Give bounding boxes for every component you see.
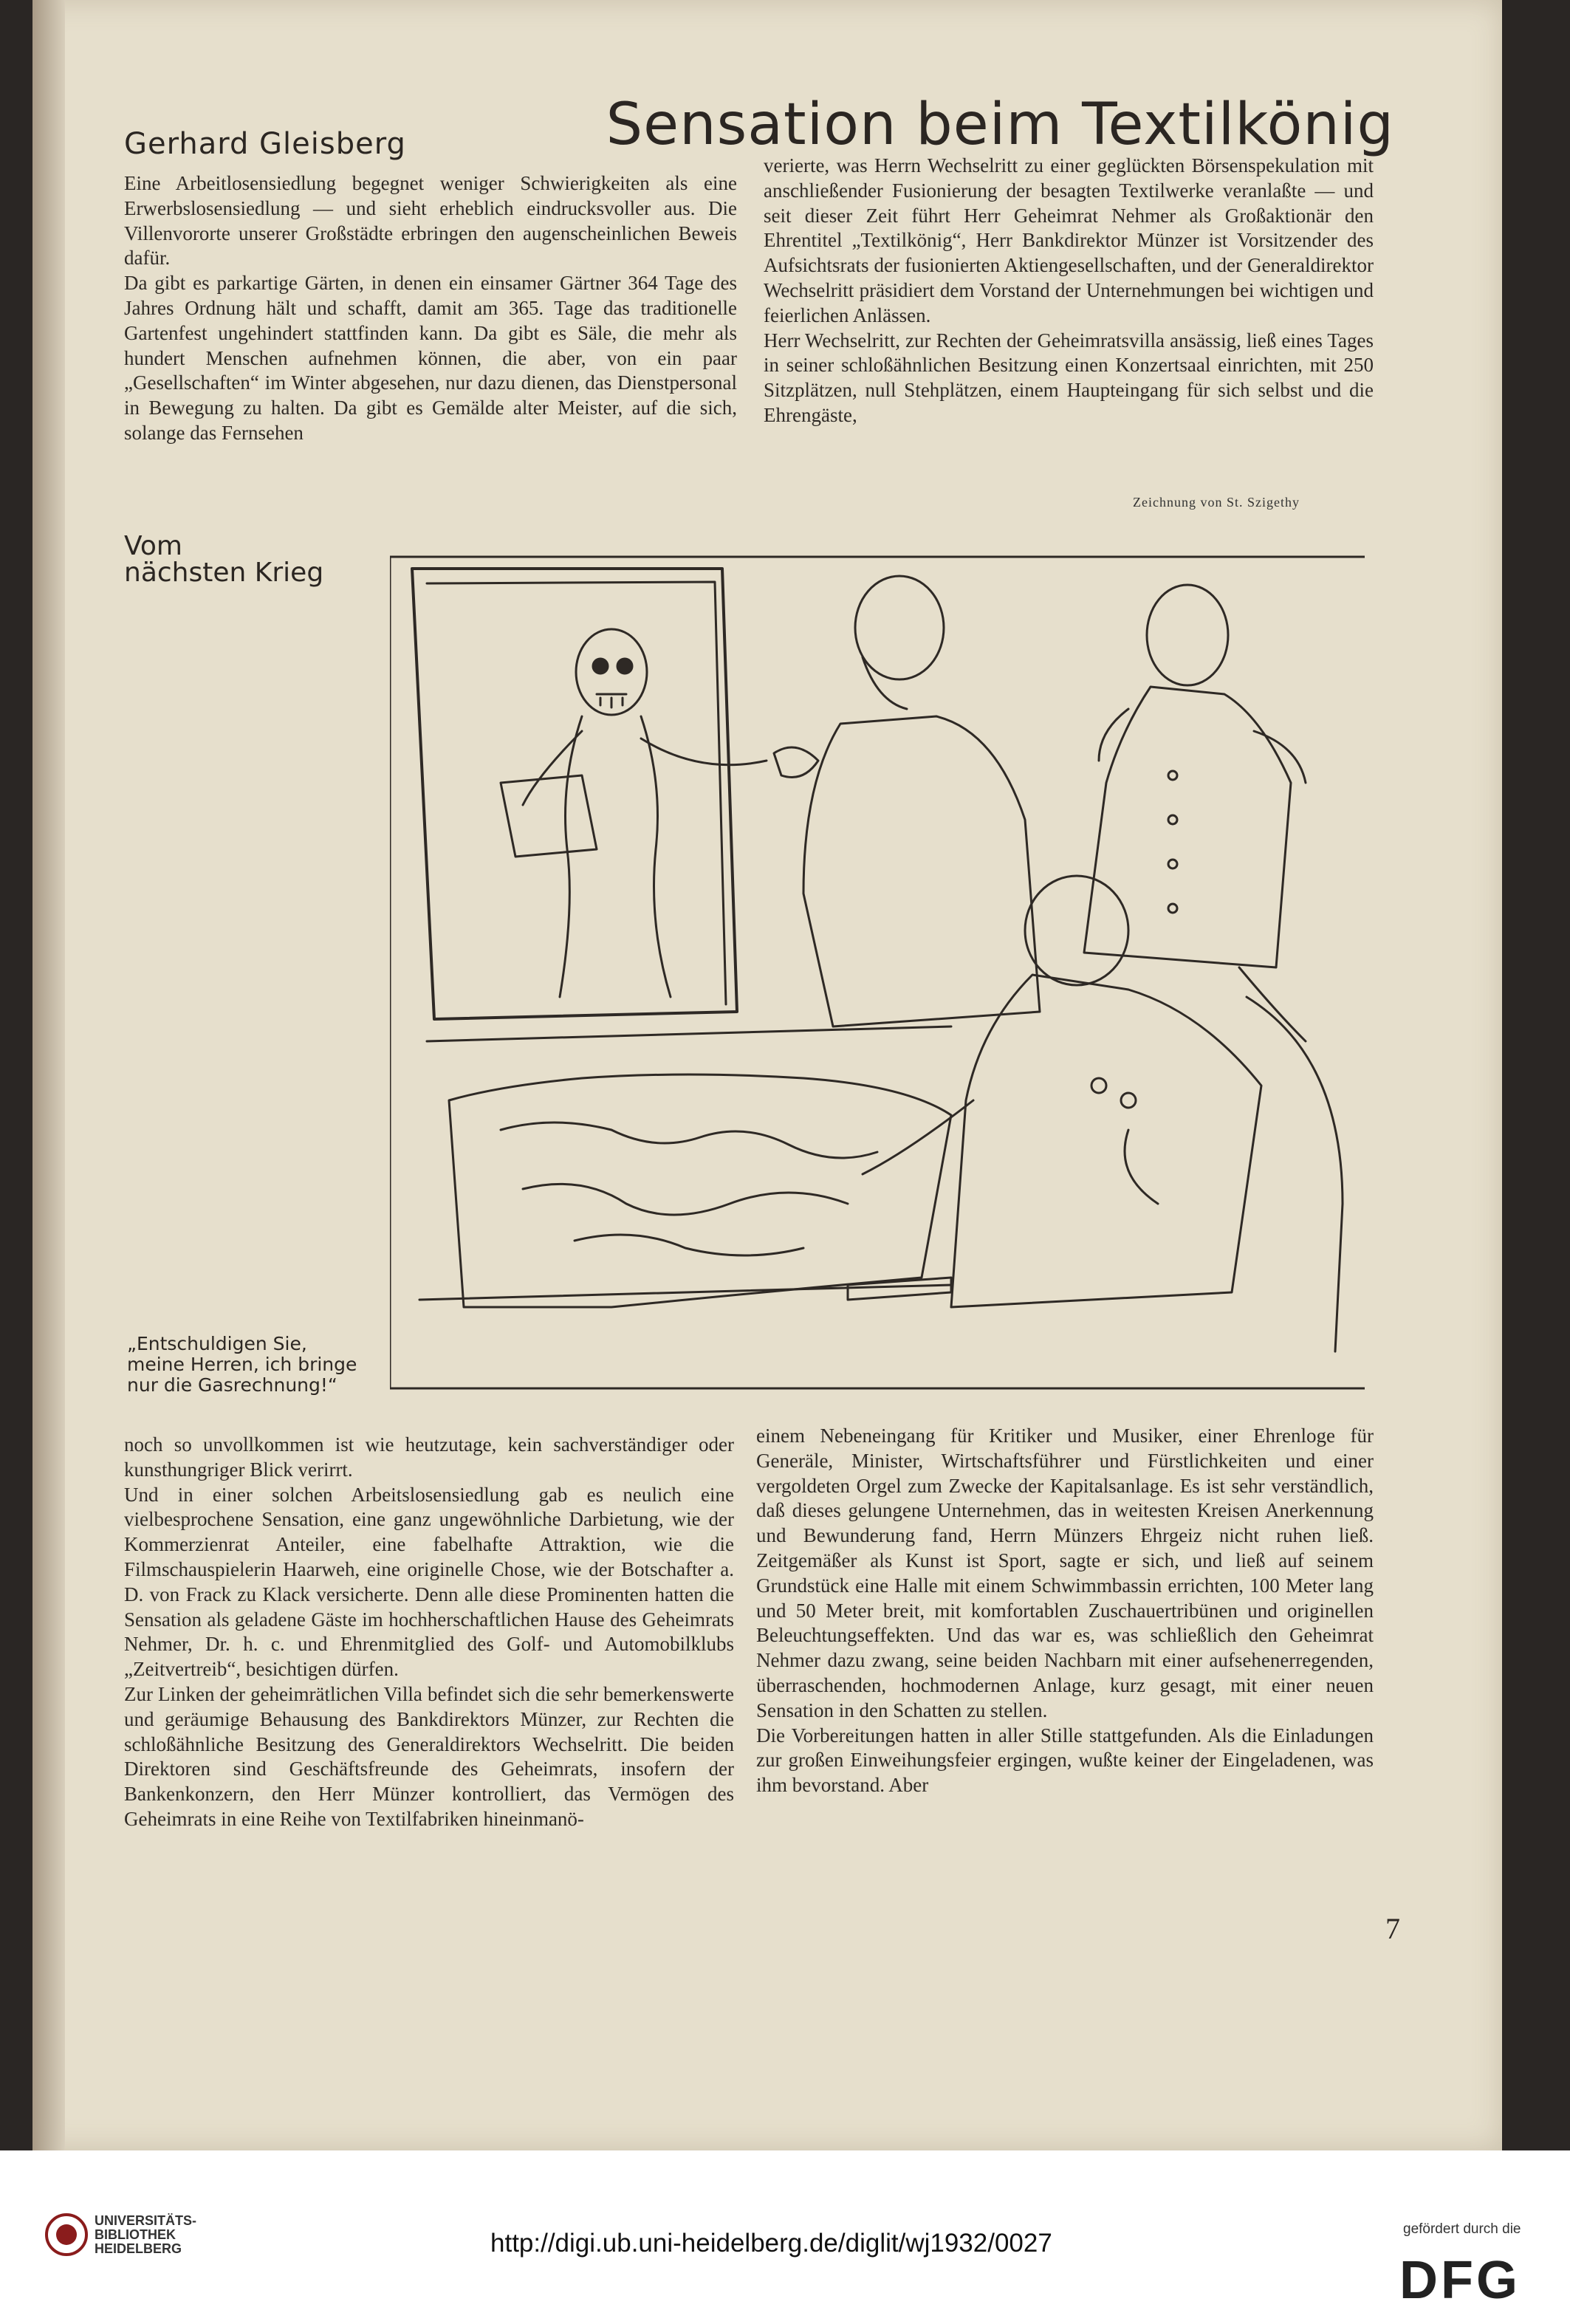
cartoon-title xyxy=(124,533,323,586)
paragraph: einem Nebeneingang für Kritiker und Musiker, einer Ehrenloge für Generäle, Minister, Wirtschaftsführer und Fürstlichkeiten und einer vergoldeten Orgel zum Zwecke der Kapitalsanlage. Es ist sehr verständlich, daß dieses gelungene Unternehmen, das in weitesten Kreisen Anerkennung und Bewunderung fand, Herrn Münzers Ehrgeiz nicht ruhen ließ. Zeitgemäßer als Kunst ist Sport, sagte er sich, und ließ auf seinem Grundstück eine Halle mit einem Schwimmbassin errichten, 100 Meter lang und 50 Meter breit, mit komfortablen Zuschauertribünen und originellen Beleuchtungseffekten. Und das war es, was schließlich den Geheimrat Nehmer dazu zwang, seine beiden Nachbarn mit einer aufsehenerregenden, überraschenden, hochmodernen Anlage, kurz gesagt, mit einer neuen Sensation in den Schatten zu stellen. xyxy=(756,1425,1374,1721)
text-column-bottom-left xyxy=(124,1433,734,1832)
illustration-credit: Zeichnung von St. Szigethy xyxy=(1133,495,1300,510)
cartoon-title-line: Vom xyxy=(124,531,182,561)
text-column-top-left xyxy=(124,171,737,446)
university-seal-icon xyxy=(44,2212,89,2257)
paragraph: Herr Wechselritt, zur Rechten der Geheimratsvilla ansässig, ließ eines Tages in seiner schloßähnlichen Besitzung einen Konzertsaal einrichten, mit 250 Sitzplätzen, null Stehplätzen, einem Haupteingang für sich selbst und die Ehrengäste, xyxy=(764,329,1374,426)
caption-line: nur die Gasrechnung!“ xyxy=(127,1374,337,1396)
dfg-logo: DFG xyxy=(1399,2251,1521,2310)
caption-line: meine Herren, ich bringe xyxy=(127,1354,357,1375)
text-column-bottom-right xyxy=(756,1424,1374,1798)
institution-name xyxy=(95,2214,196,2256)
paragraph: Zur Linken der geheimrätlichen Villa befindet sich die sehr bemerkenswerte und geräumige Behausung des Bankdirektors Münzer, zur Rechten die schloßähnliche Besitzung des Generaldirektors Wechselritt. Die beiden Direktoren sind Geschäftsfreunde des Geheimrats, insofern der Bankenkonzern, den Herr Münzer kontrolliert, das Vermögen des Geheimrats in eine Reihe von Textilfabriken hineinmanö- xyxy=(124,1682,734,1830)
institution-line: BIBLIOTHEK xyxy=(95,2227,176,2242)
funder-text: gefördert durch die xyxy=(1403,2221,1521,2237)
cartoon-illustration xyxy=(390,539,1365,1396)
viewer-footer xyxy=(0,2150,1570,2324)
paragraph: Und in einer solchen Arbeitslosensiedlung gab es neulich eine vielbesprochene Sensation, eine ganz ungewöhnliche Darbietung, wie der Kommerzienrat Anteiler, eine fabelhafte Attraktion, wie die Filmschauspielerin Haarweh, eine originelle Chose, wie der Botschafter a. D. von Frack zu Klack versicherte. Denn alle diese Prominenten hatten die Sensation als geladene Gäste im hochherschaftlichen Hause des Geheimrats Nehmer, Dr. h. c. und Ehrenmitglied des Golf- und Automobilklubs „Zeitvertreib“, besichtigen dürfen. xyxy=(124,1483,734,1681)
caption-line: „Entschuldigen Sie, xyxy=(127,1333,307,1354)
institution-line: UNIVERSITÄTS- xyxy=(95,2213,197,2228)
paragraph: Da gibt es parkartige Gärten, in denen ein einsamer Gärtner 364 Tage des Jahres Ordnung hält und schafft, damit am 365. Tage das traditionelle Gartenfest ungehindert stattfinden kann. Da gibt es Säle, die mehr als hundert Menschen aufnehmen können, die aber, von ein paar „Gesellschaften“ im Winter abgesehen, nur dazu dienen, das Dienstpersonal in Bewegung zu halten. Da gibt es Gemälde alter Meister, auf die sich, solange das Fernsehen xyxy=(124,272,737,444)
page-number: 7 xyxy=(1385,1912,1400,1945)
text-column-top-right xyxy=(764,154,1374,428)
paragraph: verierte, was Herrn Wechselritt zu einer geglückten Börsenspekulation mit anschließender Fusionierung der besagten Textilwerke veranlaßte — und seit dieser Zeit führt Herr Geheimrat Nehmer als Großaktionär den Ehrentitel „Textilkönig“, Herr Bankdirektor Münzer ist Vorsitzender des Aufsichtsrats der fusionierten Aktiengesellschaften, und der Generaldirektor Wechselritt präsidiert dem Vorstand der Unternehmungen bei wichtigen und feierlichen Anlässen. xyxy=(764,154,1374,326)
permalink-url[interactable]: http://digi.ub.uni-heidelberg.de/diglit/wj1932/0027 xyxy=(490,2229,1052,2258)
cartoon-title-line: nächsten Krieg xyxy=(124,558,324,588)
scanned-page xyxy=(32,0,1502,2150)
page-gutter xyxy=(32,0,65,2150)
article-title: Sensation beim Textilkönig xyxy=(606,92,1394,158)
cartoon-caption xyxy=(127,1334,400,1396)
institution-line: HEIDELBERG xyxy=(95,2241,182,2256)
paragraph: Die Vorbereitungen hatten in aller Stille stattgefunden. Als die Einladungen zur großen Einweihungsfeier ergingen, wußte keiner der Eingeladenen, was ihm bevorstand. Aber xyxy=(756,1724,1374,1797)
article-author: Gerhard Gleisberg xyxy=(124,127,406,161)
paragraph: Eine Arbeitlosensiedlung begegnet weniger Schwierigkeiten als eine Erwerbslosensiedlung — und sieht erheblich eindrucksvoller aus. Die Villenvororte unserer Großstädte erbringen den augenscheinlichen Beweis dafür. xyxy=(124,172,737,270)
paragraph: noch so unvollkommen ist wie heutzutage, kein sachverständiger oder kunsthungriger Blick verirrt. xyxy=(124,1433,734,1481)
